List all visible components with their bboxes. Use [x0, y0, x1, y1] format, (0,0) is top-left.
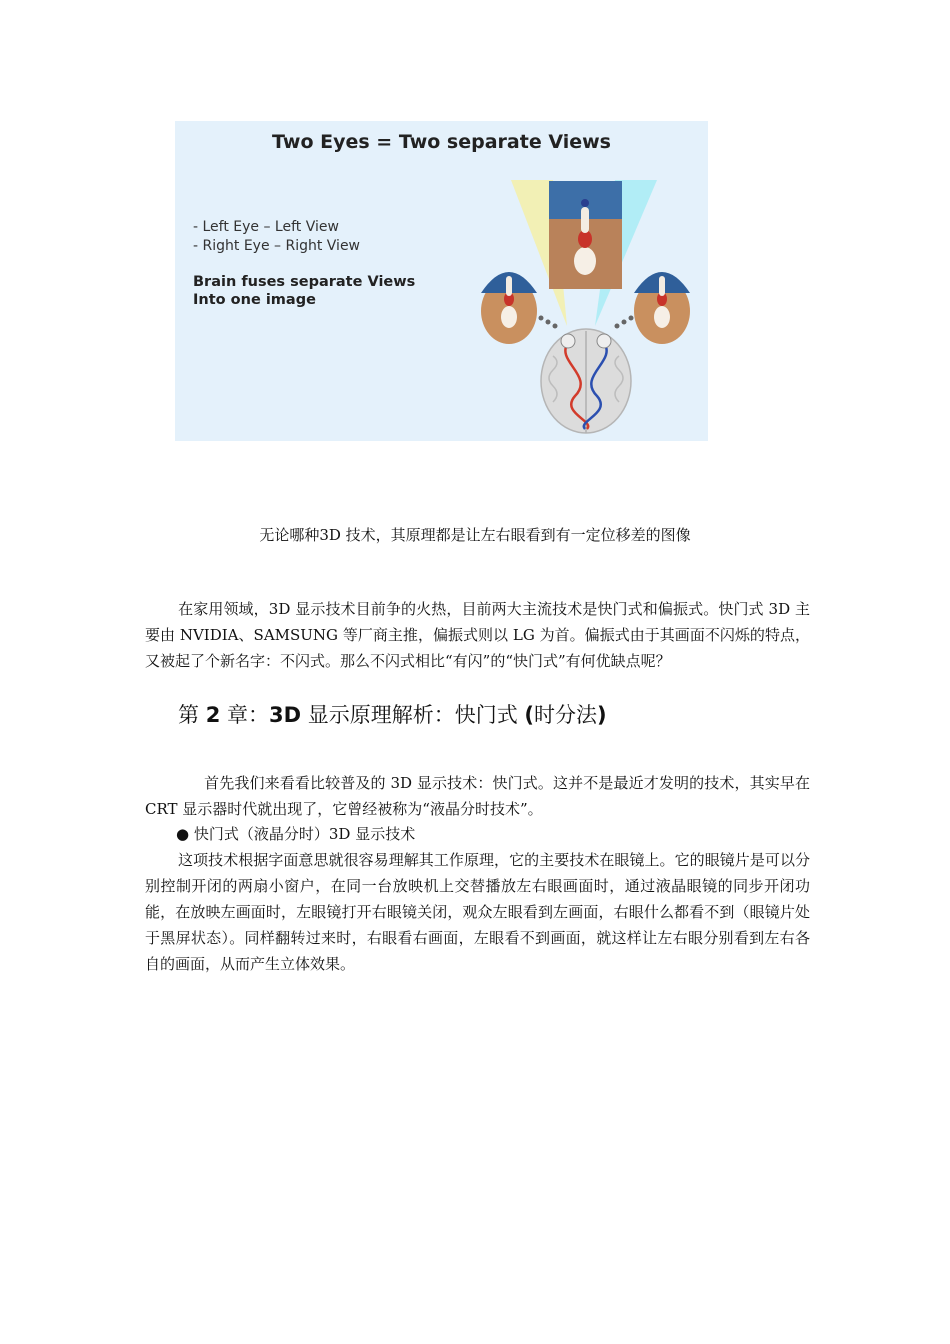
brain-image: [541, 329, 631, 433]
paragraph-home-3d: [145, 596, 810, 674]
heading-prefix: 第: [178, 703, 206, 727]
chapter-heading: [178, 699, 607, 729]
figure-brain-text-line-1: Brain fuses separate Views: [193, 274, 416, 290]
heading-3d: 3D: [269, 703, 302, 727]
figure-list-item-right: - Right Eye – Right View: [193, 238, 361, 254]
heading-title: 显示原理解析：快门式: [301, 703, 525, 727]
heading-number: 2: [205, 703, 221, 727]
heading-paren-text: 时分法: [534, 703, 598, 727]
figure-brain-text-line-2: Into one image: [193, 292, 316, 308]
figure-title: Two Eyes = Two separate Views: [272, 131, 611, 153]
bullet-shutter-3d: ● 快门式（液晶分时）3D 显示技术: [176, 825, 416, 843]
paragraph-shutter-principle-text: 这项技术根据字面意思就很容易理解其工作原理，它的主要技术在眼镜上。它的眼镜片是可以分别控制开闭的两扇小窗户，在同一台放映机上交替播放左右眼画面时，通过液晶眼镜的同步开闭功能，在放映左画面时，左眼镜打开右眼镜关闭，观众左眼看到左画面，右眼什么都看不到（眼镜片处于黑屏状态）。同样翻转过来时，右眼看右画面，左眼看不到画面，就这样让左右眼分别看到左右各自的画面，从而产生立体效果。: [145, 851, 810, 973]
heading-mid: 章：: [220, 703, 269, 727]
figure-brain-text: [193, 273, 415, 309]
paragraph-shutter-intro: [145, 770, 810, 822]
right-eye-view-image: [634, 272, 690, 344]
figure-caption: 无论哪种3D 技术，其原理都是让左右眼看到有一定位移差的图像: [259, 526, 691, 544]
stereo-vision-figure: [175, 121, 708, 441]
heading-paren-open: (: [524, 703, 535, 727]
paragraph-home-3d-text: 在家用领域，3D 显示技术目前争的火热，目前两大主流技术是快门式和偏振式。快门式 3D 主要由 NVIDIA、SAMSUNG 等厂商主推，偏振式则以 LG 为首。偏振式由于其画面不闪烁的特点，又被起了个新名字：不闪式。那么不闪式相比“有闪”的“快门式”有何优缺点呢？: [145, 600, 810, 670]
heading-paren-close: ): [597, 703, 607, 727]
figure-eye-list: [193, 218, 360, 256]
figure-list-item-left: - Left Eye – Left View: [193, 219, 339, 235]
left-eye-view-image: [481, 272, 537, 344]
paragraph-shutter-principle: [145, 847, 810, 977]
paragraph-shutter-intro-text: 首先我们来看看比较普及的 3D 显示技术：快门式。这并不是最近才发明的技术，其实早在 CRT 显示器时代就出现了，它曾经被称为“液晶分时技术”。: [145, 774, 810, 818]
